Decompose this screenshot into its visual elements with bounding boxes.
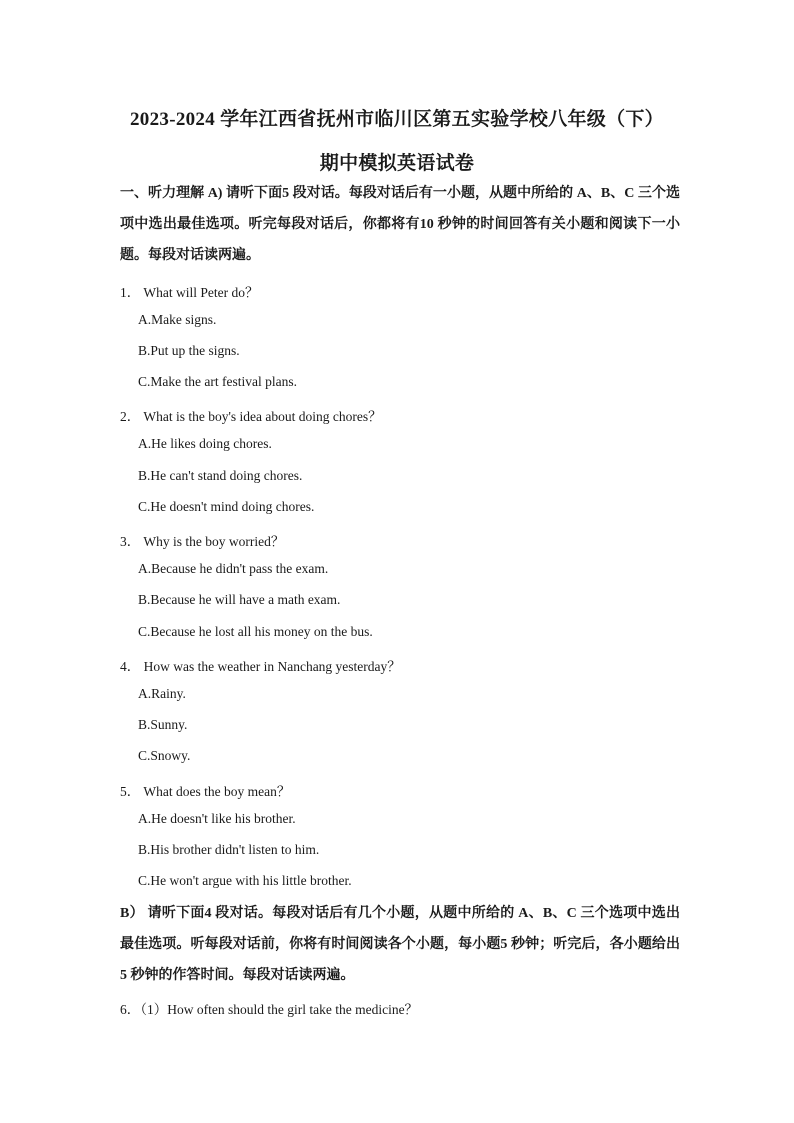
option-1a: A.Make signs. bbox=[138, 312, 217, 327]
option-3b: B.Because he will have a math exam. bbox=[138, 592, 341, 607]
option-1b: B.Put up the signs. bbox=[138, 343, 240, 358]
question-text: What will Peter do？ bbox=[143, 285, 259, 300]
question-4 bbox=[120, 655, 401, 675]
option-3c: C.Because he lost all his money on the bus. bbox=[138, 624, 373, 639]
section-a-instructions: 一、听力理解 A) 请听下面5 段对话。每段对话后有一小题，从题中所给的 A、B、C 三个选项中选出最佳选项。听完每段对话后，你都将有10 秒钟的时间回答有关小题和阅读下一小题。每段对话读两遍。 bbox=[120, 186, 680, 263]
question-1 bbox=[120, 281, 259, 301]
section-b-instructions: B） 请听下面4 段对话。每段对话后有几个小题，从题中所给的 A、B、C 三个选项中选出最佳选项。听每段对话前，你将有时间阅读各个小题，每小题5 秒钟；听完后，各小题给出5 秒钟的作答时间。每段对话读两遍。 bbox=[120, 906, 680, 983]
option-4c: C.Snowy. bbox=[138, 748, 191, 763]
question-number: 2． bbox=[120, 409, 141, 424]
question-number: 5． bbox=[120, 784, 141, 799]
option-2c: C.He doesn't mind doing chores. bbox=[138, 499, 315, 514]
exam-title-line2: 期中模拟英语试卷 bbox=[319, 153, 475, 174]
question-3 bbox=[120, 530, 284, 550]
option-5c: C.He won't argue with his little brother. bbox=[138, 873, 352, 888]
question-text: Why is the boy worried？ bbox=[143, 534, 285, 549]
option-2b: B.He can't stand doing chores. bbox=[138, 468, 303, 483]
question-5 bbox=[120, 780, 290, 800]
option-5a: A.He doesn't like his brother. bbox=[138, 811, 296, 826]
option-5b: B.His brother didn't listen to him. bbox=[138, 842, 320, 857]
question-number: 1． bbox=[120, 285, 141, 300]
option-3a: A.Because he didn't pass the exam. bbox=[138, 561, 329, 576]
question-2 bbox=[120, 405, 382, 425]
exam-title-line1: 2023-2024 学年江西省抚州市临川区第五实验学校八年级（下） bbox=[130, 109, 664, 130]
question-text: What does the boy mean？ bbox=[143, 784, 291, 799]
option-4b: B.Sunny. bbox=[138, 717, 188, 732]
option-2a: A.He likes doing chores. bbox=[138, 436, 272, 451]
option-4a: A.Rainy. bbox=[138, 686, 186, 701]
question-text: What is the boy's idea about doing chores？ bbox=[143, 409, 382, 424]
question-text: How was the weather in Nanchang yesterday？ bbox=[143, 659, 401, 674]
question-number: 3． bbox=[120, 534, 141, 549]
question-number: 4． bbox=[120, 659, 141, 674]
question-6-1: 6．（1）How often should the girl take the medicine？ bbox=[120, 1002, 419, 1017]
option-1c: C.Make the art festival plans. bbox=[138, 374, 297, 389]
